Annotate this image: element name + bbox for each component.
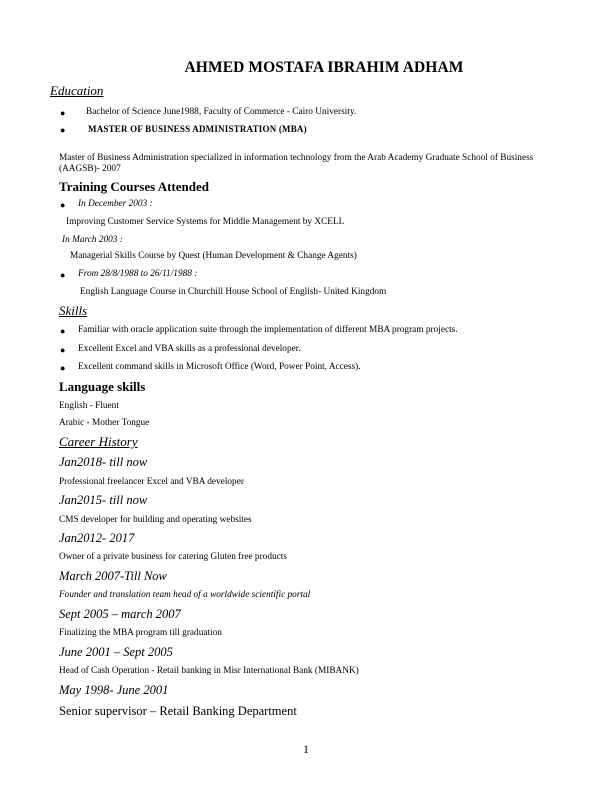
career-period-7: May 1998- June 2001 bbox=[59, 683, 169, 697]
training-heading: Training Courses Attended bbox=[59, 179, 209, 194]
training-course-3: English Language Course in Churchill House School of English- United Kingdom bbox=[80, 287, 387, 297]
career-role-6: Head of Cash Operation - Retail banking in Misr International Bank (MIBANK) bbox=[59, 666, 359, 676]
education-item-bachelor: Bachelor of Science June1988, Faculty of Commerce - Cairo University. bbox=[86, 107, 357, 117]
training-date-3: From 28/8/1988 to 26/11/1988 : bbox=[78, 269, 198, 279]
education-heading: Education bbox=[50, 83, 104, 98]
language-item-english: English - Fluent bbox=[59, 401, 119, 411]
bullet-icon: ● bbox=[60, 200, 66, 210]
bullet-icon: ● bbox=[60, 270, 66, 280]
career-period-4: March 2007-Till Now bbox=[59, 569, 167, 583]
bullet-icon: ● bbox=[60, 345, 66, 355]
career-period-5: Sept 2005 – march 2007 bbox=[59, 607, 181, 621]
training-date-1: In December 2003 : bbox=[78, 199, 153, 209]
skill-item-3: Excellent command skills in Microsoft Office (Word, Power Point, Access). bbox=[78, 362, 361, 372]
career-role-2: CMS developer for building and operating websites bbox=[59, 515, 252, 525]
training-course-2: Managerial Skills Course by Quest (Human Development & Change Agents) bbox=[70, 251, 357, 261]
career-period-2: Jan2015- till now bbox=[59, 493, 148, 507]
career-role-1: Professional freelancer Excel and VBA developer bbox=[59, 477, 244, 487]
language-item-arabic: Arabic - Mother Tongue bbox=[59, 418, 150, 428]
career-role-7: Senior supervisor – Retail Banking Department bbox=[59, 704, 297, 718]
career-period-3: Jan2012- 2017 bbox=[59, 531, 135, 545]
education-item-mba: MASTER OF BUSINESS ADMINISTRATION (MBA) bbox=[88, 124, 307, 134]
training-date-2: In March 2003 : bbox=[62, 235, 123, 245]
bullet-icon: ● bbox=[60, 108, 66, 118]
career-role-3: Owner of a private business for catering Gluten free products bbox=[59, 552, 287, 562]
bullet-icon: ● bbox=[60, 125, 66, 135]
language-heading: Language skills bbox=[59, 379, 146, 394]
career-role-5: Finalizing the MBA program till graduation bbox=[59, 628, 222, 638]
skill-item-1: Familiar with oracle application suite through the implementation of different MBA program projects. bbox=[78, 325, 458, 335]
training-course-1: Improving Customer Service Systems for Middle Management by XCELL bbox=[66, 217, 345, 227]
career-heading: Career History bbox=[59, 434, 138, 449]
candidate-name: AHMED MOSTAFA IBRAHIM ADHAM bbox=[184, 59, 464, 76]
bullet-icon: ● bbox=[60, 363, 66, 373]
career-period-1: Jan2018- till now bbox=[59, 455, 148, 469]
page-number: 1 bbox=[303, 742, 309, 756]
career-role-4: Founder and translation team head of a worldwide scientific portal bbox=[59, 590, 311, 600]
skills-heading: Skills bbox=[59, 303, 88, 318]
bullet-icon: ● bbox=[60, 326, 66, 336]
mba-description: Master of Business Administration specialized in information technology from the Arab Academy Graduate School of Business (AAGSB)- 2007 bbox=[59, 153, 534, 174]
skill-item-2: Excellent Excel and VBA skills as a professional developer. bbox=[78, 344, 301, 354]
career-period-6: June 2001 – Sept 2005 bbox=[59, 645, 173, 659]
